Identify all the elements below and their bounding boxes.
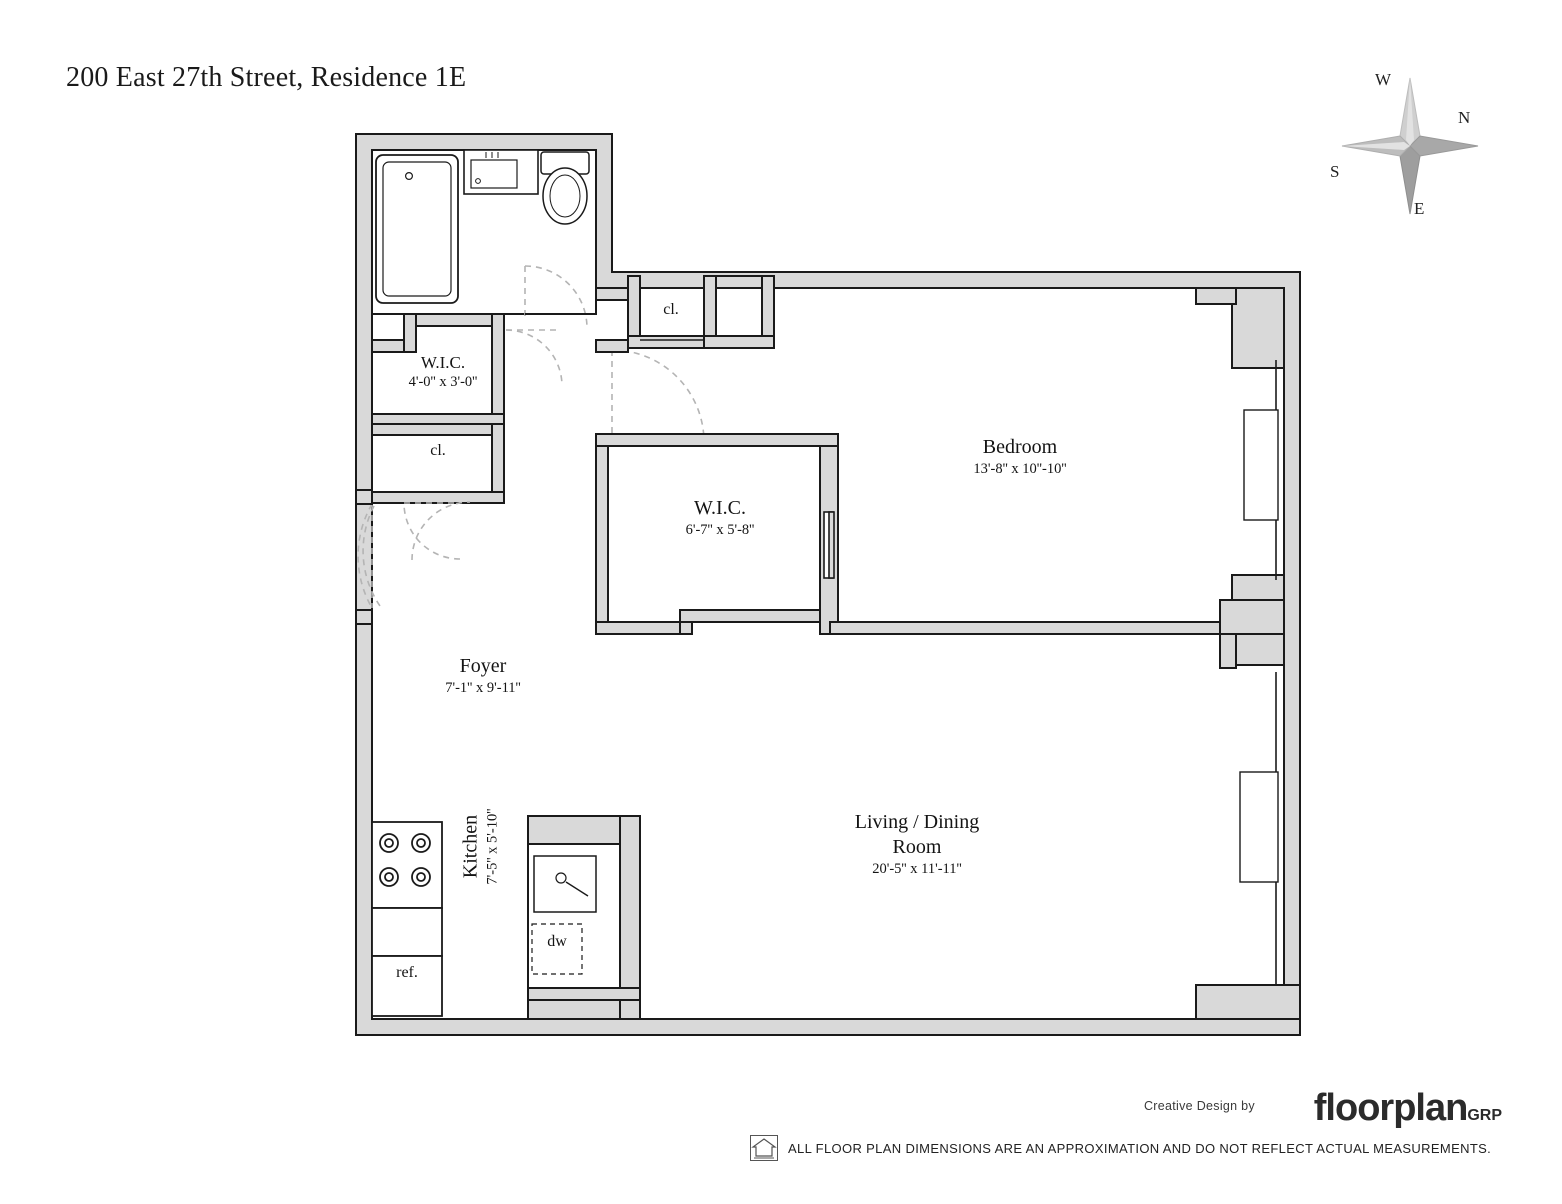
room-dimensions: 6'-7'' x 5'-8'' xyxy=(685,522,755,538)
kitchen-wall-stub xyxy=(528,1000,640,1019)
window-right-upper xyxy=(1244,360,1284,580)
window-right-lower xyxy=(1240,672,1284,985)
refrigerator-label: ref. xyxy=(396,964,418,981)
room-name: W.I.C. xyxy=(420,353,466,372)
room-label-living-dining xyxy=(802,810,1032,878)
room-name: W.I.C. xyxy=(693,497,747,519)
label-closet-top xyxy=(627,300,715,320)
room-dimensions: 7'-5'' x 5'-10'' xyxy=(484,808,501,885)
compass-label-north: N xyxy=(1458,108,1471,127)
closet-label: cl. xyxy=(430,442,446,459)
compass-label-south: S xyxy=(1330,162,1340,181)
kitchen xyxy=(372,822,442,1016)
room-name: Foyer xyxy=(459,655,507,677)
brand-logo xyxy=(1314,1087,1502,1130)
page-title: 200 East 27th Street, Residence 1E xyxy=(66,62,467,93)
wic-large xyxy=(596,446,838,634)
equal-housing-icon xyxy=(750,1135,778,1161)
room-name: Kitchen xyxy=(459,814,482,879)
brand-suffix: GRP xyxy=(1467,1107,1502,1124)
compass-label-east: E xyxy=(1414,199,1425,218)
door-closet-left xyxy=(404,503,460,559)
room-name-line2: Room xyxy=(892,836,942,858)
room-dimensions: 13'-8'' x 10''-10'' xyxy=(973,461,1067,477)
room-label-kitchen xyxy=(458,747,501,947)
door-entry xyxy=(358,504,476,608)
brand-name: floorplan xyxy=(1313,1087,1468,1129)
bedroom-lower-wall xyxy=(830,600,1284,668)
room-dimensions: 4'-0'' x 3'-0'' xyxy=(408,374,478,391)
dishwasher-label: dw xyxy=(547,933,567,950)
room-label-wic-small xyxy=(328,352,558,391)
footer xyxy=(750,1085,1510,1175)
bathroom xyxy=(372,150,596,314)
label-refrigerator xyxy=(369,963,445,983)
room-dimensions: 7'-1'' x 9'-11'' xyxy=(445,680,521,696)
label-closet-left xyxy=(394,441,482,461)
room-name: Bedroom xyxy=(982,436,1058,458)
room-label-wic-large xyxy=(605,496,835,539)
bedroom-doorway-walls xyxy=(596,340,838,446)
closet-label: cl. xyxy=(663,301,679,318)
room-label-foyer xyxy=(368,654,598,697)
kitchen-island xyxy=(528,816,640,1000)
room-label-bedroom xyxy=(905,435,1135,478)
compass-label-west: W xyxy=(1375,70,1392,89)
label-dishwasher xyxy=(524,932,590,952)
door-bedroom xyxy=(612,350,704,442)
compass-rose xyxy=(1330,66,1490,226)
door-closet-left-arc xyxy=(412,502,470,560)
credit-text: Creative Design by xyxy=(1143,1099,1255,1113)
room-name: Living / Dining xyxy=(854,811,980,833)
room-dimensions: 20'-5'' x 11'-11'' xyxy=(872,861,962,877)
disclaimer-text: ALL FLOOR PLAN DIMENSIONS ARE AN APPROXIMATION AND DO NOT REFLECT ACTUAL MEASUREMENTS. xyxy=(788,1141,1492,1156)
closet-left xyxy=(372,424,504,503)
